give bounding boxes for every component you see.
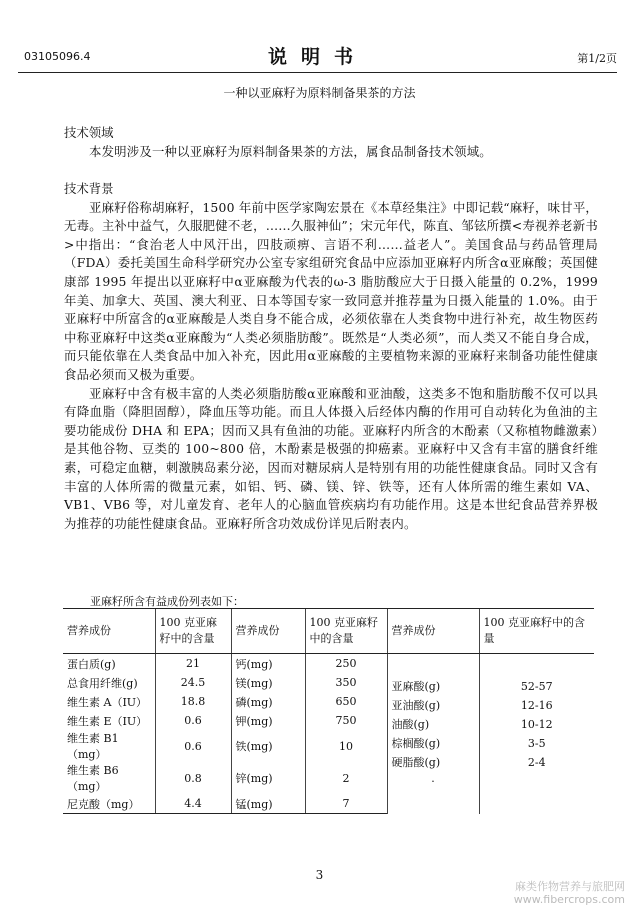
table-cell: 350 xyxy=(305,673,387,692)
table-cell: · xyxy=(431,774,435,788)
table-cell: 维生素 A（IU） xyxy=(67,695,148,709)
table-cell: 21 xyxy=(155,654,231,674)
table-cell: 铁(mg) xyxy=(231,730,305,762)
invention-title: 一种以亚麻籽为原料制备果茶的方法 xyxy=(223,86,416,100)
table-cell: 10-12 xyxy=(520,717,553,731)
table-cell: 52-57 xyxy=(520,679,553,693)
table-cell: 24.5 xyxy=(155,673,231,692)
column-header: 营养成份 xyxy=(231,609,305,654)
fatty-acid-names xyxy=(387,654,479,814)
table-cell: 镁(mg) xyxy=(231,673,305,692)
table-cell: 硬脂酸(g) xyxy=(391,755,441,769)
table-cell: 钙(mg) xyxy=(231,654,305,674)
table-cell: 18.8 xyxy=(155,692,231,711)
paragraph: 亚麻籽俗称胡麻籽，1500 年前中医学家陶宏景在《本草经集注》中即记载“麻籽，味甘平，无毒。主补中益气，久服肥健不老，……久服神仙”；宋元年代，陈直、邹铉所撰<寿视养老新书>中指出：“食治老人中风汗出，四肢顽痹、言语不利……益老人”。美国食品与药品管理局（FDA）委托美国生命科学研究办公室专家组研究食品中应添加亚麻籽内所含α亚麻酸；英国健康部 1995 年提出以亚麻籽中α亚麻酸为代表的ω-3 脂肪酸应大于日摄入能量的 0.2%，1999 年美、加拿大、英国、澳大利亚、日本等国专家一致同意并推荐量为日摄入能量的 1.0%。由于亚麻籽中所富含的α亚麻酸是人类自身不能合成，必须依靠在人类食物中进行补充，故生物医药中称亚麻籽中这类α亚麻酸为“人类必须脂肪酸”。既然是“人类必须”，而人类又不能自身合成，而只能依靠在人类食品中加入补充，因此用α亚麻酸的主要植物来源的亚麻籽来制备功能性健康食品必须而又极为重要。 xyxy=(64,199,598,382)
table-cell: 2 xyxy=(305,762,387,794)
table-header-row xyxy=(63,609,594,654)
table-caption: 亚麻籽所含有益成份列表如下： xyxy=(90,595,244,608)
technical-background-section xyxy=(64,180,598,533)
table-cell xyxy=(484,772,591,791)
table-cell: 2-4 xyxy=(527,755,546,769)
column-header: 100 克亚麻籽中的含量 xyxy=(155,609,231,654)
paragraph: 本发明涉及一种以亚麻籽为原料制备果茶的方法，属食品制备技术领域。 xyxy=(89,143,492,159)
table-cell: 0.8 xyxy=(155,762,231,794)
table-cell: 蛋白质(g) xyxy=(67,657,116,671)
table-cell: 总食用纤维(g) xyxy=(67,676,138,690)
table-cell: 7 xyxy=(305,794,387,814)
table-cell: 12-16 xyxy=(520,698,553,712)
table-cell: 维生素 E（IU） xyxy=(67,714,148,728)
table-cell: 磷(mg) xyxy=(231,692,305,711)
table-row xyxy=(63,654,594,674)
table-cell: 维生素 B6（mg） xyxy=(67,764,119,793)
table-cell: 10 xyxy=(305,730,387,762)
column-header: 营养成份 xyxy=(387,609,479,654)
table-cell: 锌(mg) xyxy=(231,762,305,794)
table-cell: 250 xyxy=(305,654,387,674)
paragraph: 亚麻籽中含有极丰富的人类必须脂肪酸α亚麻酸和亚油酸，这类多不饱和脂肪酸不仅可以具有降血脂（降胆固醇），降血压等功能。而且人体摄入后经体内酶的作用可自动转化为鱼油的主要功能成份 DHA 和 EPA；因而又具有鱼油的功能。亚麻籽内所含的木酚素（又称植物雌激素）是其他谷物、豆类的 100~800 倍，木酚素是极强的抑癌素。亚麻籽中又含有丰富的膳食纤维素，可稳定血糖，刺激胰岛素分泌，因而对糖尿病人是特别有用的功能性健康食品。同时又含有丰富的人体所需的微量元素，如铝、钙、磷、镁、锌、铁等，还有人体所需的维生素如 VA、VB1、VB6 等，对儿童发育、老年人的心脑血管疾病均有功能作用。这是本世纪食品营养界极为推荐的功能性健康食品。亚麻籽所含功效成份详见后附表内。 xyxy=(64,385,598,531)
table-cell: 维生素 B1（mg） xyxy=(67,732,119,761)
section-heading: 技术领域 xyxy=(64,125,114,140)
column-header: 营养成份 xyxy=(63,609,155,654)
document-number: 03105096.4 xyxy=(24,50,91,63)
column-header: 100 克亚麻籽中的含量 xyxy=(479,609,594,654)
watermark-line: 麻类作物营养与旅肥网 xyxy=(515,880,625,893)
table-cell: 4.4 xyxy=(155,794,231,814)
table-cell: 650 xyxy=(305,692,387,711)
technical-field-section xyxy=(64,124,598,161)
fatty-acid-values xyxy=(479,654,594,814)
section-heading: 技术背景 xyxy=(64,181,114,196)
page-number: 3 xyxy=(315,868,324,882)
nutrient-table xyxy=(63,608,594,814)
column-header: 100 克亚麻籽中的含量 xyxy=(305,609,387,654)
site-watermark xyxy=(514,880,625,906)
table-cell: 钾(mg) xyxy=(231,711,305,730)
table-cell: 尼克酸（mg） xyxy=(63,794,155,814)
table-cell: 棕榈酸(g) xyxy=(391,736,441,750)
table-cell: 0.6 xyxy=(155,730,231,762)
page-indicator: 第1/2页 xyxy=(577,52,617,65)
header-title: 说明书 xyxy=(267,46,367,68)
table-cell: 油酸(g) xyxy=(391,717,430,731)
table-cell: 锰(mg) xyxy=(231,794,305,814)
page-header xyxy=(18,40,617,66)
watermark-line: www.fibercrops.com xyxy=(513,893,625,906)
table-cell: 0.6 xyxy=(155,711,231,730)
table-cell: 750 xyxy=(305,711,387,730)
table-cell: 亚麻酸(g) xyxy=(391,679,441,693)
table-cell: 3-5 xyxy=(527,736,546,750)
header-divider xyxy=(18,72,617,73)
table-cell: 亚油酸(g) xyxy=(391,698,441,712)
